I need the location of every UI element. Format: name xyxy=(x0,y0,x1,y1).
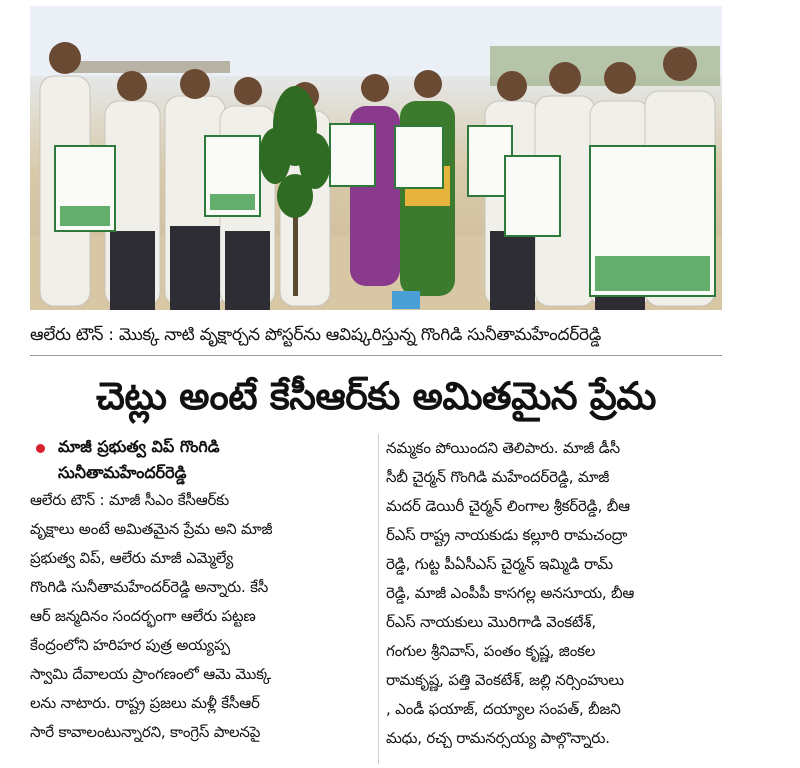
article-column-right xyxy=(386,434,722,753)
body-text-line: రెడ్డి, మాజీ ఎంపీపీ కాసగల్ల అనసూయ, బీఆ xyxy=(386,584,635,602)
body-text-line: ర్ఎస్ నాయకులు మొరిగాడి వెంకటేశ్, xyxy=(386,613,596,631)
body-text-line: స్వామి దేవాలయ ప్రాంగణంలో ఆమె మొక్క xyxy=(30,665,271,683)
body-text-line: ఆలేరు టౌన్ : మాజీ సీఎం కేసీఆర్‌కు xyxy=(30,491,229,509)
body-text-line: సారే కావాలంటున్నారని, కాంగ్రెస్ పాలనపై xyxy=(30,723,261,741)
subhead-bullet xyxy=(30,434,372,486)
article-headline: చెట్లు అంటే కేసీఆర్‌కు అమితమైన ప్రేమ xyxy=(96,374,656,418)
body-text-line: లను నాటారు. రాష్ట్ర ప్రజలు మళ్లీ కేసీఆర్ xyxy=(30,694,260,712)
group-photo-illustration xyxy=(30,6,722,310)
photo-caption: ఆలేరు టౌన్ : మొక్క నాటి వృక్షార్చన పోస్టర్‌ను ఆవిష్కరిస్తున్న గొంగిడి సునీతామహేందర్‌రెడ్డి xyxy=(30,325,602,345)
article-column-left xyxy=(30,434,372,747)
body-text-line: ప్రభుత్వ విప్, ఆలేరు మాజీ ఎమ్మెల్యే xyxy=(30,549,234,567)
body-text-line: వృక్షాలు అంటే అమితమైన ప్రేమ అని మాజీ xyxy=(30,520,273,538)
body-text-line: రెడ్డి, గుట్ట పీఏసీఎస్ చైర్మన్ ఇమ్మిడి రామ్ xyxy=(386,555,613,573)
subhead-line-2: సునీతామహేందర్‌రెడ్డి xyxy=(58,463,187,482)
body-text-line: గంగుల శ్రీనివాస్, పంతం కృష్ణ, జింకల xyxy=(386,642,596,660)
body-text-line: మదర్ డెయిరీ చైర్మన్ లింగాల శ్రీకర్‌రెడ్డి, బీఆ xyxy=(386,497,630,515)
caption-divider xyxy=(30,355,722,356)
body-text-line: గొంగిడి సునీతామహేందర్‌రెడ్డి అన్నారు. కేసీ xyxy=(30,578,269,596)
body-text-line: ఆర్ జన్మదినం సందర్భంగా ఆలేరు పట్టణ xyxy=(30,607,256,625)
body-text-line: , ఎండీ ఫయాజ్, దయ్యాల సంపత్, బీజని xyxy=(386,700,621,718)
column-divider xyxy=(378,434,379,764)
body-text-line: నమ్మకం పోయిందని తెలిపారు. మాజీ డీసీ xyxy=(386,439,620,457)
news-photo xyxy=(30,6,722,310)
body-text-line: కేంద్రంలోని హరిహర పుత్ర అయ్యప్ప xyxy=(30,636,230,654)
body-text-line: రామకృష్ణ, పత్తి వెంకటేశ్, జల్లి నర్సింహులు xyxy=(386,671,624,689)
body-text-line: సీబీ చైర్మన్ గొంగిడి మహేందర్‌రెడ్డి, మాజీ xyxy=(386,468,610,486)
subhead-line-1: మాజీ ప్రభుత్వ విప్ గొంగిడి xyxy=(58,437,220,456)
body-text-line: మధు, రచ్చ రామనర్సయ్య పాల్గొన్నారు. xyxy=(386,729,610,747)
body-text-line: ర్ఎస్ రాష్ట్ర నాయకుడు కల్లూరి రామచంద్రా xyxy=(386,526,628,544)
bullet-dot-icon xyxy=(36,444,45,453)
